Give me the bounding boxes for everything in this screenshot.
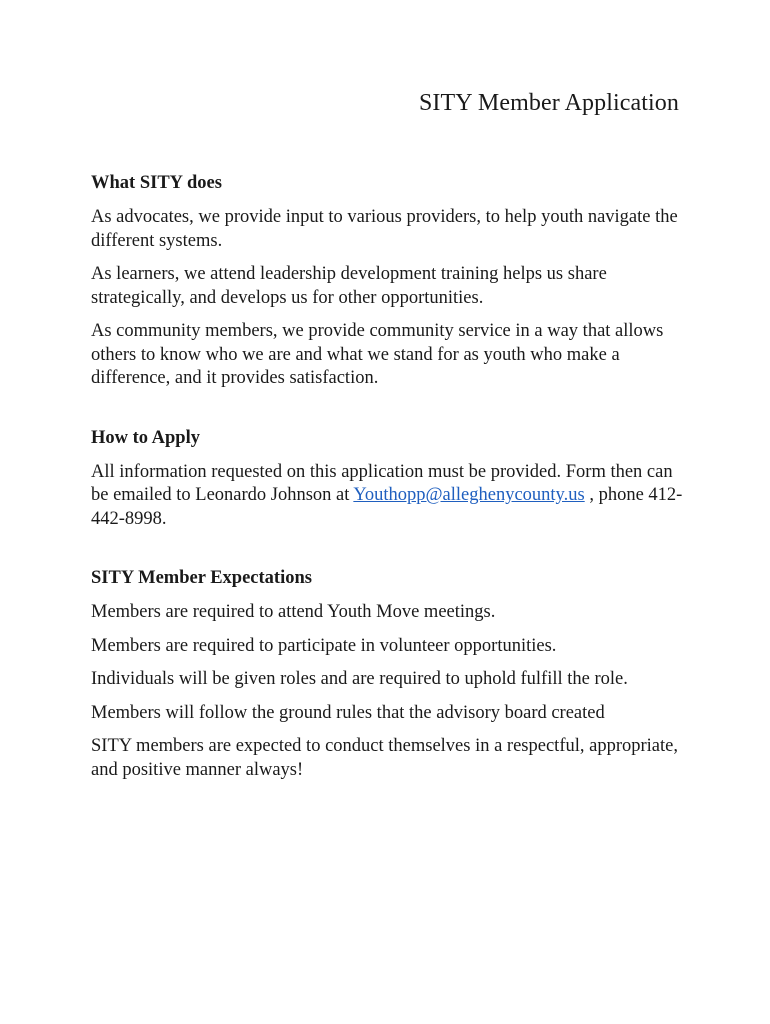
section-heading: What SITY does: [91, 173, 222, 193]
section-what-sity-does: [91, 170, 691, 391]
paragraph-community-members: As community members, we provide community service in a way that allows others to know who we are and what we stand for as youth who make a difference, and it provides satisfaction.: [91, 321, 664, 388]
paragraph-apply-instructions: [91, 461, 691, 532]
page-title: SITY Member Application: [418, 90, 679, 116]
section-heading: How to Apply: [91, 427, 200, 448]
paragraph-advocates: As advocates, we provide input to various providers, to help youth navigate the different systems.: [91, 207, 678, 251]
section-member-expectations: [91, 565, 691, 782]
expectation-item: Individuals will be given roles and are required to uphold fulfill the role.: [91, 669, 628, 689]
email-link[interactable]: Youthopp@alleghenycounty.us: [353, 485, 585, 505]
apply-text: All information requested on this application must be provided. Form then can be emailed to Leonardo Johnson at: [91, 461, 673, 505]
paragraph-learners: As learners, we attend leadership development training helps us share strategically, and develops us for other opportunities.: [91, 264, 607, 308]
expectation-item: Members are required to participate in volunteer opportunities.: [91, 635, 557, 656]
expectation-item: Members will follow the ground rules that the advisory board created: [91, 702, 605, 723]
phone-text: , phone 412-442-8998.: [91, 485, 683, 529]
expectation-item: Members are required to attend Youth Move meetings.: [91, 602, 496, 622]
section-heading: SITY Member Expectations: [91, 568, 312, 588]
expectation-item: SITY members are expected to conduct themselves in a respectful, appropriate, and positive manner always!: [91, 736, 678, 780]
section-how-to-apply: [91, 425, 691, 532]
document-body: [91, 170, 691, 792]
